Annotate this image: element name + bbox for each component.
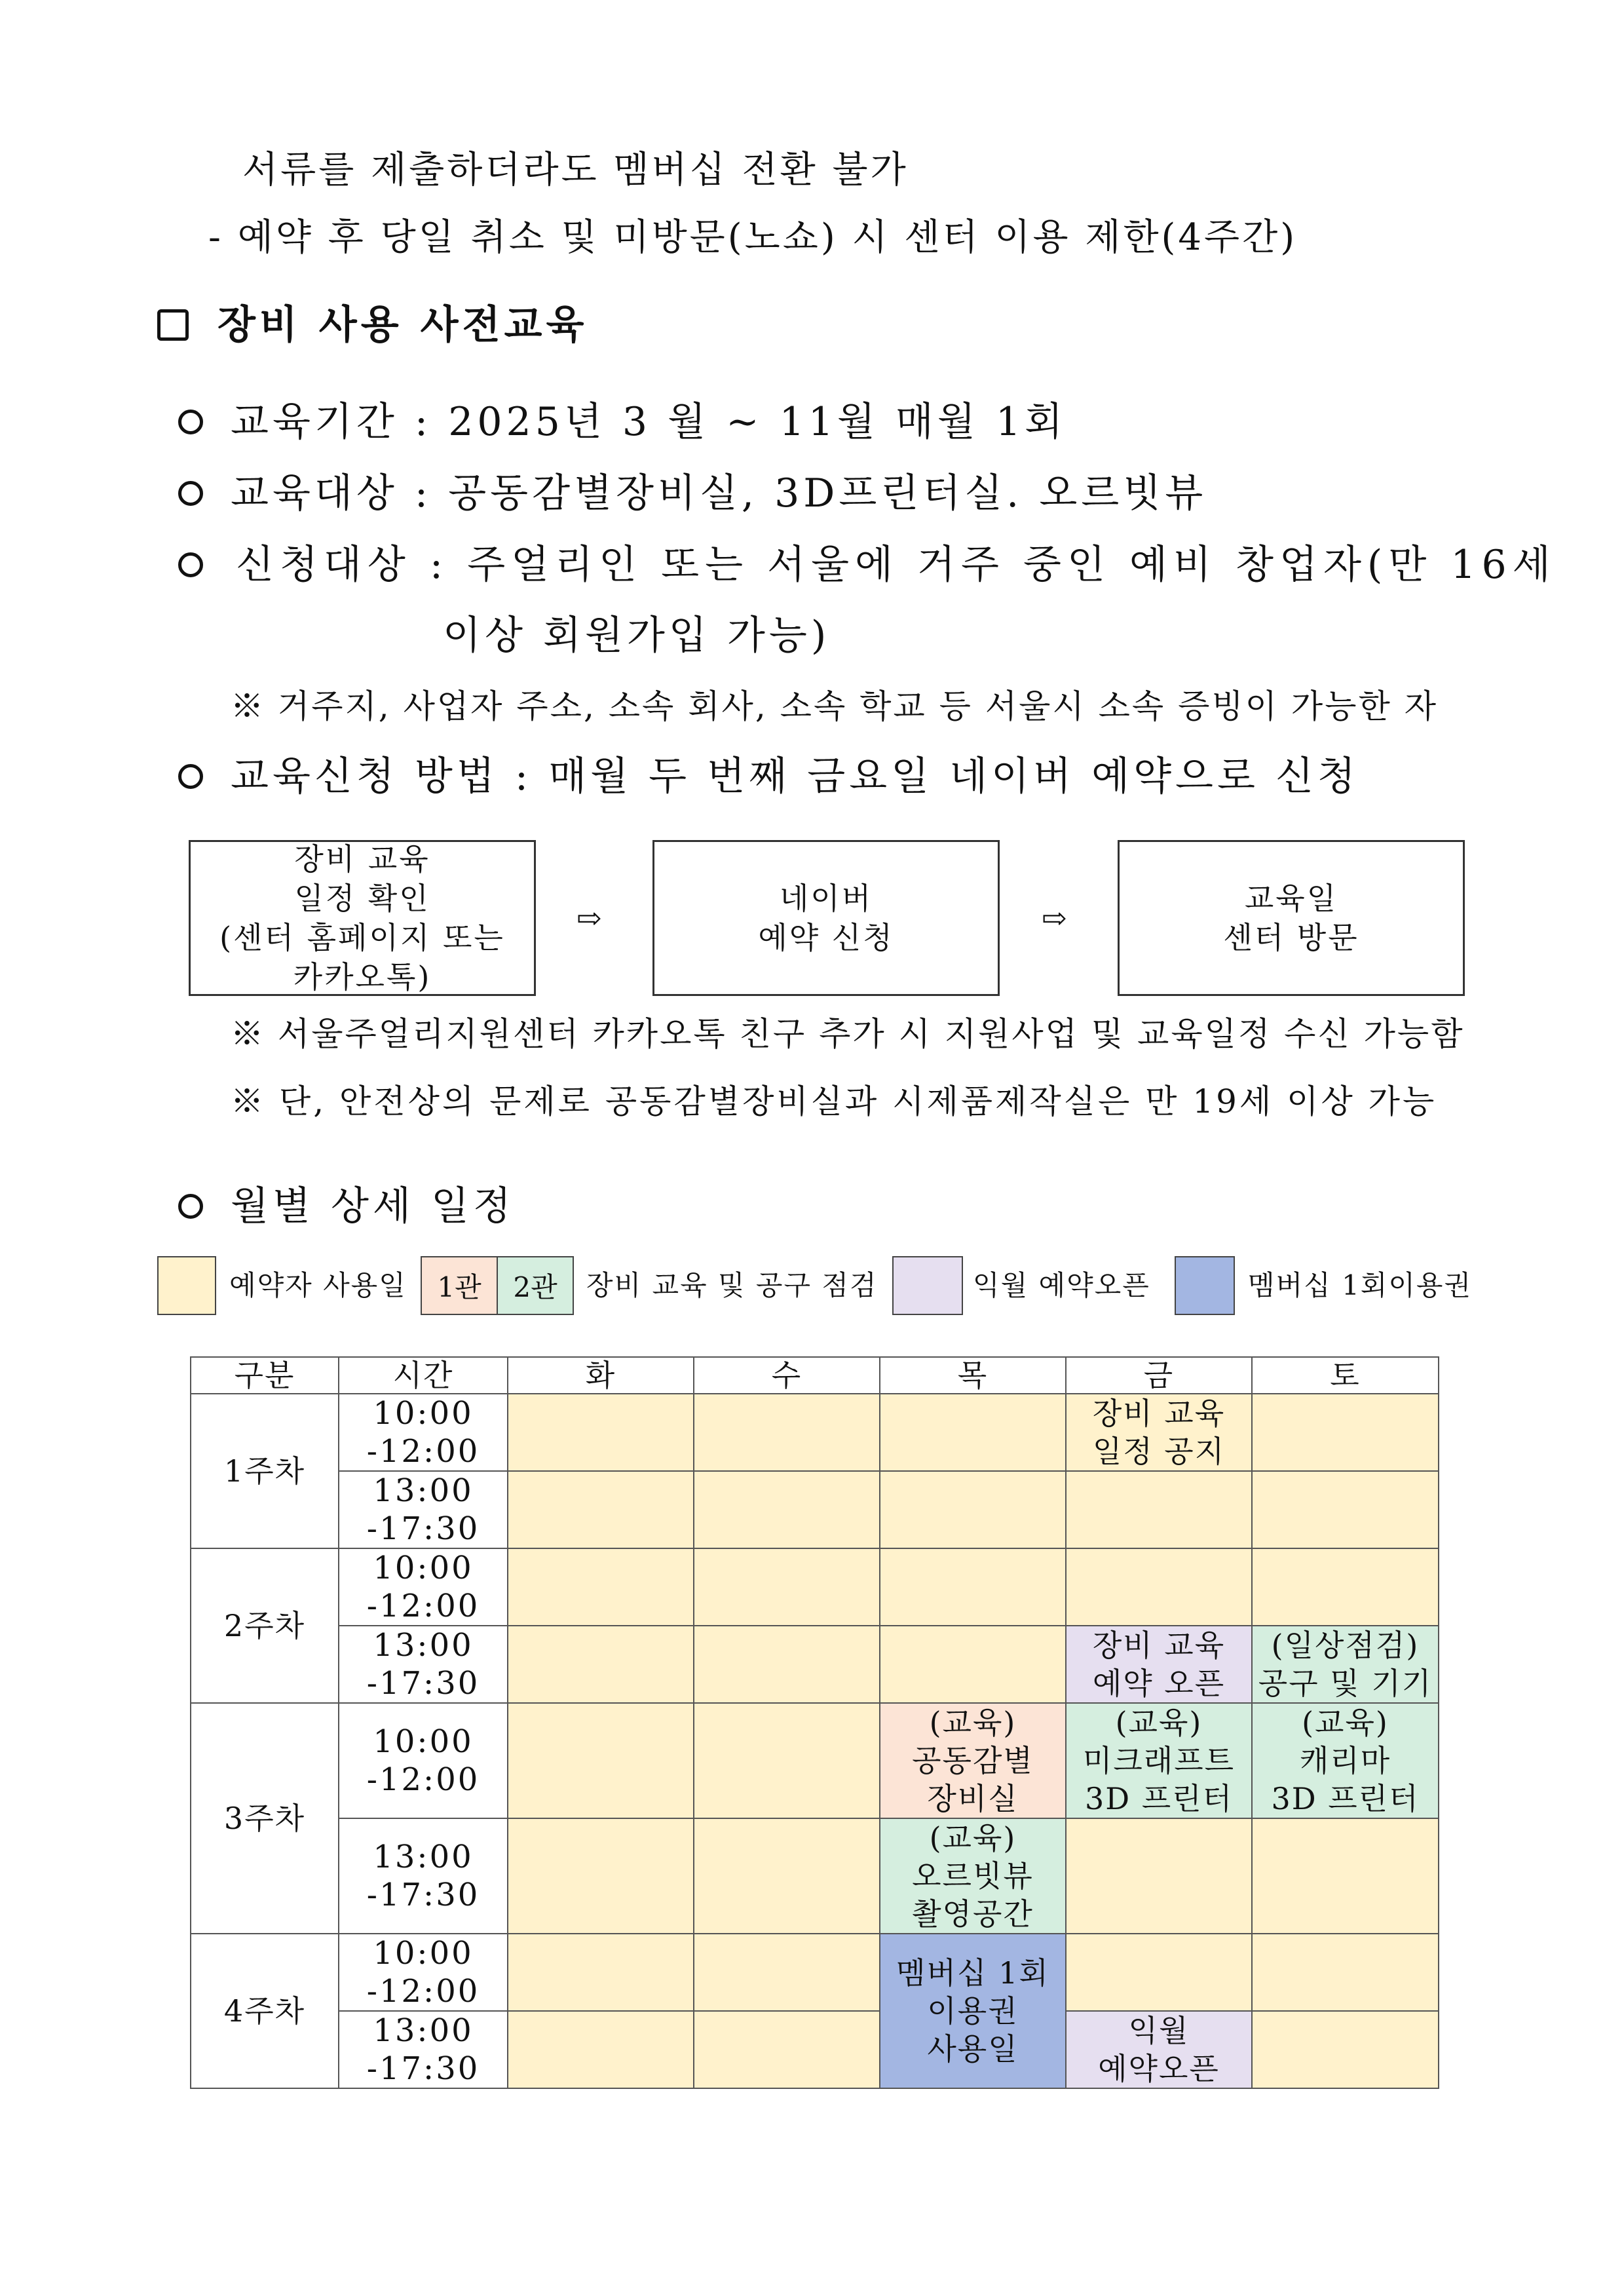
time-am: 10:00 -12:00	[339, 1394, 508, 1471]
cell-fri-reservation-open: 장비 교육 예약 오픈	[1066, 1626, 1252, 1703]
intro-line-1: 서류를 제출하더라도 멤버십 전환 불가	[242, 149, 909, 191]
cell-thu-membership: 멤버십 1회 이용권 사용일	[880, 1934, 1066, 2088]
bullet-circle-icon	[178, 481, 203, 506]
cell-fri-notice: 장비 교육 일정 공지	[1066, 1394, 1252, 1471]
cell-tue	[508, 1548, 694, 1626]
week-1-label: 1주차	[191, 1394, 339, 1548]
cell-wed	[694, 1703, 880, 1818]
cell-thu-edu-orbitvu: (교육) 오르빗뷰 촬영공간	[880, 1818, 1066, 1934]
time-am: 10:00 -12:00	[339, 1934, 508, 2011]
item-period: 교육기간 : 2025년 3 월 ~ 11월 매월 1회	[231, 399, 1067, 445]
cell-tue	[508, 1626, 694, 1703]
cell-thu	[880, 1471, 1066, 1548]
cell-thu-edu-gem: (교육) 공동감별 장비실	[880, 1703, 1066, 1818]
legend-hall2-label: 2관	[513, 1271, 557, 1303]
week-2-label: 2주차	[191, 1548, 339, 1703]
legend-label-next-month: 익월 예약오픈	[973, 1269, 1150, 1301]
flow-step-2-text: 네이버 예약 신청	[758, 881, 894, 955]
cell-thu	[880, 1394, 1066, 1471]
week-3-label: 3주차	[191, 1703, 339, 1934]
cell-fri	[1066, 1471, 1252, 1548]
table-row	[191, 1934, 1439, 2011]
item-applicant-1: 신청대상 : 주얼리인 또는 서울에 거주 중인 예비 창업자(만 16세	[236, 542, 1557, 588]
cell-sat-edu-3d: (교육) 캐리마 3D 프린터	[1252, 1703, 1439, 1818]
cell-fri	[1066, 1548, 1252, 1626]
table-row	[191, 1471, 1439, 1548]
table-row	[191, 1548, 1439, 1626]
legend-swatch-reserved	[157, 1256, 216, 1315]
bullet-circle-icon	[178, 410, 203, 434]
cell-sat	[1252, 2011, 1439, 2088]
legend-swatch-hall1	[421, 1256, 498, 1315]
item-target: 교육대상 : 공동감별장비실, 3D프린터실. 오르빗뷰	[231, 470, 1207, 516]
cell-wed	[694, 2011, 880, 2088]
table-row	[191, 1394, 1439, 1471]
header-thu: 목	[880, 1357, 1066, 1394]
schedule-table	[190, 1356, 1439, 2089]
item-method: 교육신청 방법 : 매월 두 번째 금요일 네이버 예약으로 신청	[231, 754, 1359, 799]
right-arrow-icon: ⇨	[1042, 900, 1067, 936]
cell-fri-next-month-open: 익월 예약오픈	[1066, 2011, 1252, 2088]
header-wed: 수	[694, 1357, 880, 1394]
table-header-row	[191, 1357, 1439, 1394]
time-am: 10:00 -12:00	[339, 1703, 508, 1818]
time-am: 10:00 -12:00	[339, 1548, 508, 1626]
legend-label-reserved: 예약자 사용일	[229, 1269, 407, 1301]
cell-thu	[880, 1548, 1066, 1626]
section-title: 장비 사용 사전교육	[217, 302, 588, 348]
cell-sat	[1252, 1548, 1439, 1626]
cell-fri	[1066, 1818, 1252, 1934]
header-category: 구분	[191, 1357, 339, 1394]
cell-sat	[1252, 1818, 1439, 1934]
cell-sat	[1252, 1394, 1439, 1471]
cell-tue	[508, 2011, 694, 2088]
cell-wed	[694, 1818, 880, 1934]
flow-step-1-text: 장비 교육 일정 확인 (센터 홈페이지 또는 카카오톡)	[219, 841, 505, 995]
checkbox-icon	[157, 309, 189, 341]
legend-swatch-hall2	[497, 1256, 574, 1315]
cell-tue	[508, 1703, 694, 1818]
cell-wed	[694, 1934, 880, 2011]
schedule-heading: 월별 상세 일정	[231, 1183, 515, 1229]
table-row	[191, 2011, 1439, 2088]
applicant-note: ※ 거주지, 사업자 주소, 소속 회사, 소속 학교 등 서울시 소속 증빙이 가능한 자	[231, 687, 1438, 725]
flow-step-3	[1118, 840, 1465, 996]
intro-line-2: - 예약 후 당일 취소 및 미방문(노쇼) 시 센터 이용 제한(4주간)	[208, 216, 1298, 259]
bullet-circle-icon	[178, 764, 203, 789]
note-kakao: ※ 서울주얼리지원센터 카카오톡 친구 추가 시 지원사업 및 교육일정 수신 가능함	[231, 1015, 1465, 1053]
cell-thu	[880, 1626, 1066, 1703]
cell-tue	[508, 1934, 694, 2011]
table-row	[191, 1626, 1439, 1703]
bullet-circle-icon	[178, 1194, 203, 1219]
time-pm: 13:00 -17:30	[339, 1626, 508, 1703]
cell-wed	[694, 1626, 880, 1703]
cell-sat	[1252, 1934, 1439, 2011]
header-fri: 금	[1066, 1357, 1252, 1394]
bullet-circle-icon	[178, 552, 203, 577]
cell-wed	[694, 1548, 880, 1626]
right-arrow-icon: ⇨	[576, 900, 602, 936]
time-pm: 13:00 -17:30	[339, 2011, 508, 2088]
time-pm: 13:00 -17:30	[339, 1818, 508, 1934]
note-age: ※ 단, 안전상의 문제로 공동감별장비실과 시제품제작실은 만 19세 이상 가능	[231, 1082, 1437, 1120]
header-time: 시간	[339, 1357, 508, 1394]
legend-hall1-label: 1관	[437, 1271, 482, 1303]
legend-label-inspection: 장비 교육 및 공구 점검	[586, 1269, 878, 1301]
cell-tue	[508, 1818, 694, 1934]
item-applicant-2: 이상 회원가입 가능)	[443, 613, 831, 659]
cell-wed	[694, 1471, 880, 1548]
header-tue: 화	[508, 1357, 694, 1394]
cell-fri	[1066, 1934, 1252, 2011]
week-4-label: 4주차	[191, 1934, 339, 2088]
cell-sat	[1252, 1471, 1439, 1548]
cell-sat-inspection: (일상점검) 공구 및 기기	[1252, 1626, 1439, 1703]
table-row	[191, 1703, 1439, 1818]
table-row	[191, 1818, 1439, 1934]
time-pm: 13:00 -17:30	[339, 1471, 508, 1548]
flow-step-2	[652, 840, 1000, 996]
header-sat: 토	[1252, 1357, 1439, 1394]
cell-tue	[508, 1471, 694, 1548]
legend-swatch-membership	[1175, 1256, 1235, 1315]
flow-step-3-text: 교육일 센터 방문	[1223, 881, 1359, 955]
cell-wed	[694, 1394, 880, 1471]
cell-fri-edu-3d: (교육) 미크래프트 3D 프린터	[1066, 1703, 1252, 1818]
legend-label-membership: 멤버십 1회이용권	[1248, 1269, 1473, 1301]
flow-step-1	[189, 840, 536, 996]
legend-swatch-next-month	[892, 1256, 963, 1315]
cell-tue	[508, 1394, 694, 1471]
